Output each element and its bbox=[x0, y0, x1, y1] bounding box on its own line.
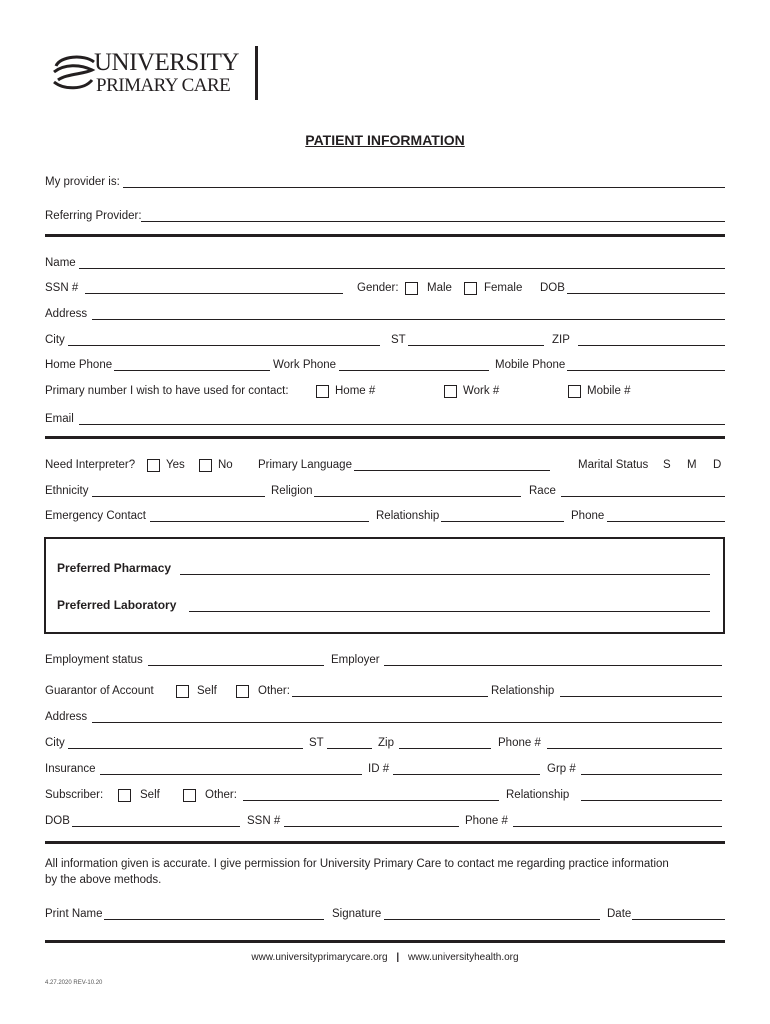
relationship-label: Relationship bbox=[376, 510, 440, 522]
work-number-label: Work # bbox=[463, 385, 500, 397]
guarantor-relationship-label: Relationship bbox=[491, 685, 555, 697]
ethnicity-label: Ethnicity bbox=[45, 485, 89, 497]
footer-link-primary-care[interactable]: www.universityprimarycare.org bbox=[251, 952, 388, 963]
home-number-label: Home # bbox=[335, 385, 376, 397]
preferred-laboratory-label: Preferred Laboratory bbox=[57, 598, 177, 612]
dob-label: DOB bbox=[540, 282, 565, 294]
guarantor-other-field[interactable] bbox=[292, 696, 488, 697]
employment-status-field[interactable] bbox=[148, 665, 324, 666]
race-field[interactable] bbox=[561, 496, 725, 497]
marital-single-option[interactable]: S bbox=[663, 459, 671, 471]
mobile-phone-field[interactable] bbox=[567, 370, 725, 371]
subscriber-ssn-field[interactable] bbox=[284, 826, 459, 827]
date-label: Date bbox=[607, 908, 632, 920]
marital-divorced-option[interactable]: D bbox=[713, 459, 722, 471]
footer-divider bbox=[45, 940, 725, 943]
my-provider-label: My provider is: bbox=[45, 176, 120, 188]
date-field[interactable] bbox=[632, 919, 725, 920]
subscriber-label: Subscriber: bbox=[45, 789, 104, 801]
interpreter-no-label: No bbox=[218, 459, 233, 471]
city-field[interactable] bbox=[68, 345, 380, 346]
email-label: Email bbox=[45, 413, 74, 425]
print-name-field[interactable] bbox=[104, 919, 324, 920]
male-label: Male bbox=[427, 282, 452, 294]
referring-provider-label: Referring Provider: bbox=[45, 210, 142, 222]
insurance-grp-field[interactable] bbox=[581, 774, 722, 775]
guarantor-relationship-field[interactable] bbox=[560, 696, 722, 697]
logo-university: UNIVERSITY bbox=[94, 49, 239, 76]
state-field[interactable] bbox=[408, 345, 544, 346]
guarantor-state-label: ST bbox=[309, 737, 324, 749]
guarantor-state-field[interactable] bbox=[327, 748, 372, 749]
logo bbox=[50, 50, 265, 100]
interpreter-yes-checkbox[interactable] bbox=[147, 459, 160, 472]
signature-field[interactable] bbox=[384, 919, 600, 920]
ssn-label: SSN # bbox=[45, 282, 79, 294]
referring-provider-field[interactable] bbox=[141, 221, 725, 222]
consent-text-line1: All information given is accurate. I give permission for University Primary Care to contact me regarding practice information bbox=[45, 858, 669, 870]
subscriber-phone-field[interactable] bbox=[513, 826, 722, 827]
signature-label: Signature bbox=[332, 908, 382, 920]
ethnicity-field[interactable] bbox=[92, 496, 265, 497]
section-divider bbox=[45, 234, 725, 237]
race-label: Race bbox=[529, 485, 556, 497]
preferred-pharmacy-field[interactable] bbox=[180, 574, 710, 575]
mobile-phone-label: Mobile Phone bbox=[495, 359, 566, 371]
relationship-field[interactable] bbox=[441, 521, 564, 522]
print-name-label: Print Name bbox=[45, 908, 103, 920]
emergency-phone-label: Phone bbox=[571, 510, 605, 522]
address-label: Address bbox=[45, 308, 88, 320]
subscriber-self-label: Self bbox=[140, 789, 160, 801]
primary-number-label: Primary number I wish to have used for contact: bbox=[45, 385, 289, 397]
employer-field[interactable] bbox=[384, 665, 722, 666]
subscriber-relationship-label: Relationship bbox=[506, 789, 570, 801]
section-divider bbox=[45, 841, 725, 844]
primary-language-field[interactable] bbox=[354, 470, 550, 471]
subscriber-dob-field[interactable] bbox=[72, 826, 240, 827]
guarantor-label: Guarantor of Account bbox=[45, 685, 154, 697]
interpreter-no-checkbox[interactable] bbox=[199, 459, 212, 472]
subscriber-other-label: Other: bbox=[205, 789, 237, 801]
preferred-laboratory-field[interactable] bbox=[189, 611, 710, 612]
marital-married-option[interactable]: M bbox=[687, 459, 697, 471]
work-phone-field[interactable] bbox=[339, 370, 489, 371]
preferred-pharmacy-label: Preferred Pharmacy bbox=[57, 561, 172, 575]
footer-link-university-health[interactable]: www.universityhealth.org bbox=[407, 952, 519, 963]
employer-label: Employer bbox=[331, 654, 380, 666]
name-label: Name bbox=[45, 257, 76, 269]
work-number-checkbox[interactable] bbox=[444, 385, 457, 398]
logo-mark-icon bbox=[50, 52, 96, 92]
guarantor-self-checkbox[interactable] bbox=[176, 685, 189, 698]
subscriber-relationship-field[interactable] bbox=[581, 800, 722, 801]
email-field[interactable] bbox=[79, 424, 725, 425]
city-label: City bbox=[45, 334, 65, 346]
preferred-box bbox=[44, 537, 725, 634]
religion-label: Religion bbox=[271, 485, 313, 497]
guarantor-phone-field[interactable] bbox=[547, 748, 722, 749]
ssn-field[interactable] bbox=[85, 293, 343, 294]
emergency-phone-field[interactable] bbox=[607, 521, 725, 522]
subscriber-self-checkbox[interactable] bbox=[118, 789, 131, 802]
dob-field[interactable] bbox=[567, 293, 725, 294]
insurance-id-field[interactable] bbox=[393, 774, 540, 775]
gender-label: Gender: bbox=[357, 282, 399, 294]
emergency-contact-label: Emergency Contact bbox=[45, 510, 146, 522]
guarantor-zip-field[interactable] bbox=[399, 748, 491, 749]
section-divider bbox=[45, 436, 725, 439]
consent-text-line2: by the above methods. bbox=[45, 874, 162, 886]
need-interpreter-label: Need Interpreter? bbox=[45, 459, 136, 471]
home-phone-field[interactable] bbox=[114, 370, 270, 371]
insurance-field[interactable] bbox=[100, 774, 362, 775]
guarantor-zip-label: Zip bbox=[378, 737, 394, 749]
male-checkbox[interactable] bbox=[405, 282, 418, 295]
footer-links bbox=[0, 952, 770, 963]
guarantor-other-checkbox[interactable] bbox=[236, 685, 249, 698]
guarantor-city-field[interactable] bbox=[68, 748, 303, 749]
name-field[interactable] bbox=[79, 268, 725, 269]
guarantor-address-field[interactable] bbox=[92, 722, 722, 723]
logo-divider bbox=[255, 46, 258, 100]
zip-label: ZIP bbox=[552, 334, 570, 346]
female-label: Female bbox=[484, 282, 523, 294]
revision-code: 4.27.2020 REV-10.20 bbox=[45, 980, 103, 986]
subscriber-other-field[interactable] bbox=[243, 800, 499, 801]
mobile-number-checkbox[interactable] bbox=[568, 385, 581, 398]
footer-separator: | bbox=[396, 952, 400, 963]
subscriber-phone-label: Phone # bbox=[465, 815, 508, 827]
guarantor-address-label: Address bbox=[45, 711, 88, 723]
interpreter-yes-label: Yes bbox=[166, 459, 185, 471]
subscriber-ssn-label: SSN # bbox=[247, 815, 281, 827]
guarantor-other-label: Other: bbox=[258, 685, 290, 697]
religion-field[interactable] bbox=[314, 496, 521, 497]
work-phone-label: Work Phone bbox=[273, 359, 337, 371]
insurance-label: Insurance bbox=[45, 763, 96, 775]
guarantor-self-label: Self bbox=[197, 685, 217, 697]
mobile-number-label: Mobile # bbox=[587, 385, 631, 397]
zip-field[interactable] bbox=[578, 345, 725, 346]
logo-primary-care: PRIMARY CARE bbox=[96, 75, 231, 96]
female-checkbox[interactable] bbox=[464, 282, 477, 295]
guarantor-city-label: City bbox=[45, 737, 65, 749]
subscriber-other-checkbox[interactable] bbox=[183, 789, 196, 802]
insurance-id-label: ID # bbox=[368, 763, 390, 775]
state-label: ST bbox=[391, 334, 406, 346]
emergency-contact-field[interactable] bbox=[150, 521, 369, 522]
page-title: PATIENT INFORMATION bbox=[305, 132, 465, 148]
subscriber-dob-label: DOB bbox=[45, 815, 70, 827]
guarantor-phone-label: Phone # bbox=[498, 737, 541, 749]
my-provider-field[interactable] bbox=[123, 187, 725, 188]
home-number-checkbox[interactable] bbox=[316, 385, 329, 398]
marital-status-label: Marital Status bbox=[578, 459, 649, 471]
employment-status-label: Employment status bbox=[45, 654, 143, 666]
address-field[interactable] bbox=[92, 319, 725, 320]
insurance-grp-label: Grp # bbox=[547, 763, 576, 775]
home-phone-label: Home Phone bbox=[45, 359, 113, 371]
primary-language-label: Primary Language bbox=[258, 459, 352, 471]
